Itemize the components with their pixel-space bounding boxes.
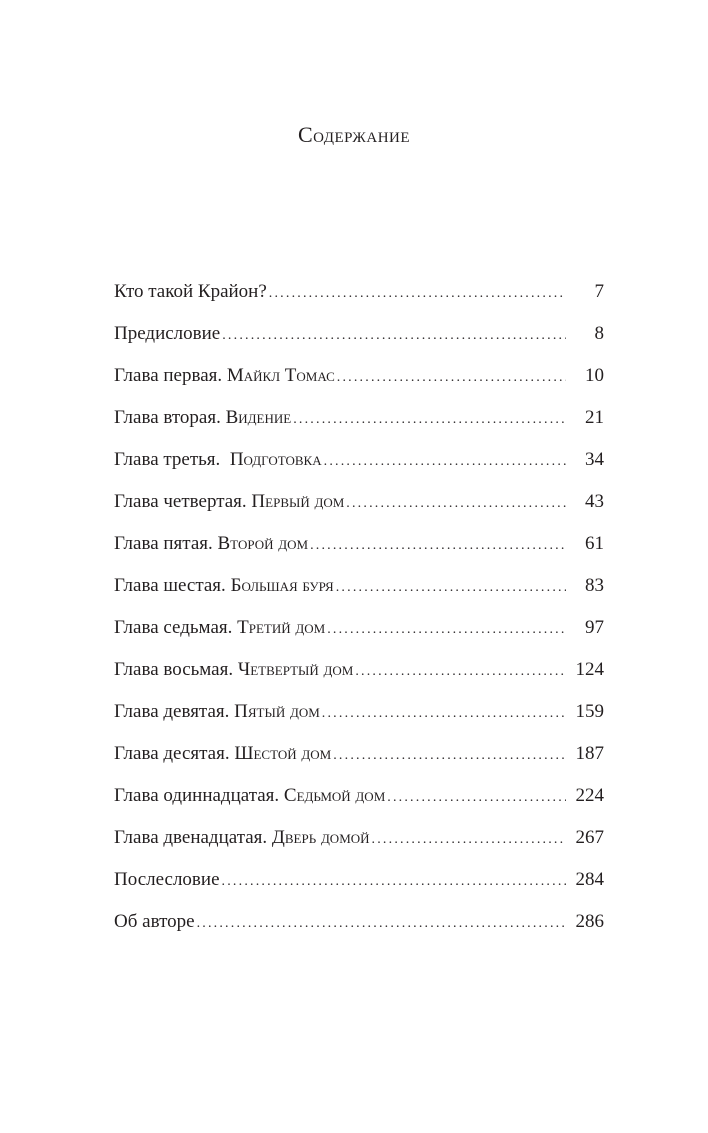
toc-page-number: 97 xyxy=(585,617,604,638)
toc-entry-title xyxy=(114,780,385,812)
toc-entry-label: Глава четвертая. xyxy=(114,491,252,512)
toc-dot-leader xyxy=(322,698,566,730)
toc-entry-title xyxy=(114,528,308,560)
toc-page-number: 83 xyxy=(585,575,604,596)
toc-entry-title xyxy=(114,906,195,938)
toc-entry-title xyxy=(114,402,291,434)
toc-page-number: 224 xyxy=(575,785,604,806)
toc-dot-leader xyxy=(293,404,566,436)
toc-entry-label: Глава одиннадцатая. xyxy=(114,785,284,806)
toc-entry-title xyxy=(114,444,322,476)
toc-entry-subtitle: Подготовка xyxy=(229,449,322,470)
toc-dot-leader xyxy=(355,656,566,688)
toc-entry-title xyxy=(114,696,320,728)
toc-entry-label: Послесловие xyxy=(114,869,220,890)
toc-entry-label: Кто такой Крайон? xyxy=(114,281,267,302)
toc-page-number: 159 xyxy=(575,701,604,722)
toc-dot-leader xyxy=(269,278,566,310)
toc-page-number: 21 xyxy=(585,407,604,428)
toc-page-number: 8 xyxy=(594,323,604,344)
table-of-contents xyxy=(114,276,604,948)
toc-dot-leader xyxy=(222,866,566,898)
toc-dot-leader xyxy=(387,782,566,814)
toc-page-number: 43 xyxy=(585,491,604,512)
toc-entry[interactable] xyxy=(114,528,604,570)
toc-entry[interactable] xyxy=(114,738,604,780)
toc-entry-title xyxy=(114,822,370,854)
toc-entry-subtitle: Шестой дом xyxy=(234,743,332,764)
toc-page-number: 7 xyxy=(594,281,604,302)
toc-entry-title xyxy=(114,738,331,770)
toc-entry-label: Глава девятая. xyxy=(114,701,235,722)
toc-entry[interactable] xyxy=(114,276,604,318)
toc-entry[interactable] xyxy=(114,570,604,612)
toc-page-number: 61 xyxy=(585,533,604,554)
toc-dot-leader xyxy=(324,446,566,478)
toc-entry-subtitle: Майкл Томас xyxy=(226,365,335,386)
toc-page-number: 124 xyxy=(575,659,604,680)
toc-entry[interactable] xyxy=(114,780,604,822)
toc-page-number: 34 xyxy=(585,449,604,470)
toc-entry-subtitle: Четвертый дом xyxy=(237,659,354,680)
toc-entry-title xyxy=(114,570,334,602)
toc-entry[interactable] xyxy=(114,360,604,402)
toc-entry-label: Глава шестая. xyxy=(114,575,231,596)
toc-entry-title xyxy=(114,486,344,518)
toc-dot-leader xyxy=(337,362,566,394)
toc-entry[interactable] xyxy=(114,822,604,864)
toc-entry-subtitle: Седьмой дом xyxy=(283,785,386,806)
toc-entry-subtitle: Первый дом xyxy=(251,491,345,512)
toc-entry[interactable] xyxy=(114,318,604,360)
toc-entry-label: Глава восьмая. xyxy=(114,659,238,680)
toc-entry-subtitle: Третий дом xyxy=(237,617,326,638)
toc-page-number: 286 xyxy=(575,911,604,932)
toc-entry-label: Об авторе xyxy=(114,911,195,932)
toc-entry-label: Предисловие xyxy=(114,323,221,344)
toc-entry[interactable] xyxy=(114,612,604,654)
toc-entry-title xyxy=(114,654,353,686)
toc-entry-subtitle: Дверь домой xyxy=(271,827,370,848)
toc-dot-leader xyxy=(222,320,566,352)
toc-dot-leader xyxy=(310,530,566,562)
toc-entry-label: Глава двенадцатая. xyxy=(114,827,272,848)
toc-entry-subtitle: Видение xyxy=(225,407,292,428)
toc-page-number: 267 xyxy=(575,827,604,848)
page-title: Содержание xyxy=(297,122,411,147)
toc-entry-subtitle: Большая буря xyxy=(230,575,334,596)
toc-dot-leader xyxy=(346,488,566,520)
toc-entry[interactable] xyxy=(114,402,604,444)
toc-entry[interactable] xyxy=(114,906,604,948)
toc-entry-title xyxy=(114,318,220,350)
toc-entry-label: Глава первая. xyxy=(114,365,227,386)
toc-page-number: 187 xyxy=(575,743,604,764)
toc-dot-leader xyxy=(333,740,566,772)
toc-entry-title xyxy=(114,612,325,644)
toc-entry[interactable] xyxy=(114,444,604,486)
toc-entry-label: Глава третья. xyxy=(114,449,230,470)
toc-page-number: 284 xyxy=(575,869,604,890)
toc-entry-label: Глава седьмая. xyxy=(114,617,238,638)
toc-entry-subtitle: Второй дом xyxy=(217,533,309,554)
toc-dot-leader xyxy=(197,908,566,940)
toc-entry-title xyxy=(114,864,220,896)
toc-entry-subtitle: Пятый дом xyxy=(234,701,320,722)
toc-dot-leader xyxy=(372,824,566,856)
toc-entry[interactable] xyxy=(114,696,604,738)
toc-entry[interactable] xyxy=(114,864,604,906)
toc-entry-title xyxy=(114,360,335,392)
toc-entry[interactable] xyxy=(114,486,604,528)
toc-dot-leader xyxy=(327,614,566,646)
toc-entry-label: Глава десятая. xyxy=(114,743,235,764)
toc-dot-leader xyxy=(336,572,566,604)
toc-entry-label: Глава пятая. xyxy=(114,533,218,554)
toc-entry[interactable] xyxy=(114,654,604,696)
toc-page-number: 10 xyxy=(585,365,604,386)
toc-entry-title xyxy=(114,276,267,308)
toc-entry-label: Глава вторая. xyxy=(114,407,226,428)
